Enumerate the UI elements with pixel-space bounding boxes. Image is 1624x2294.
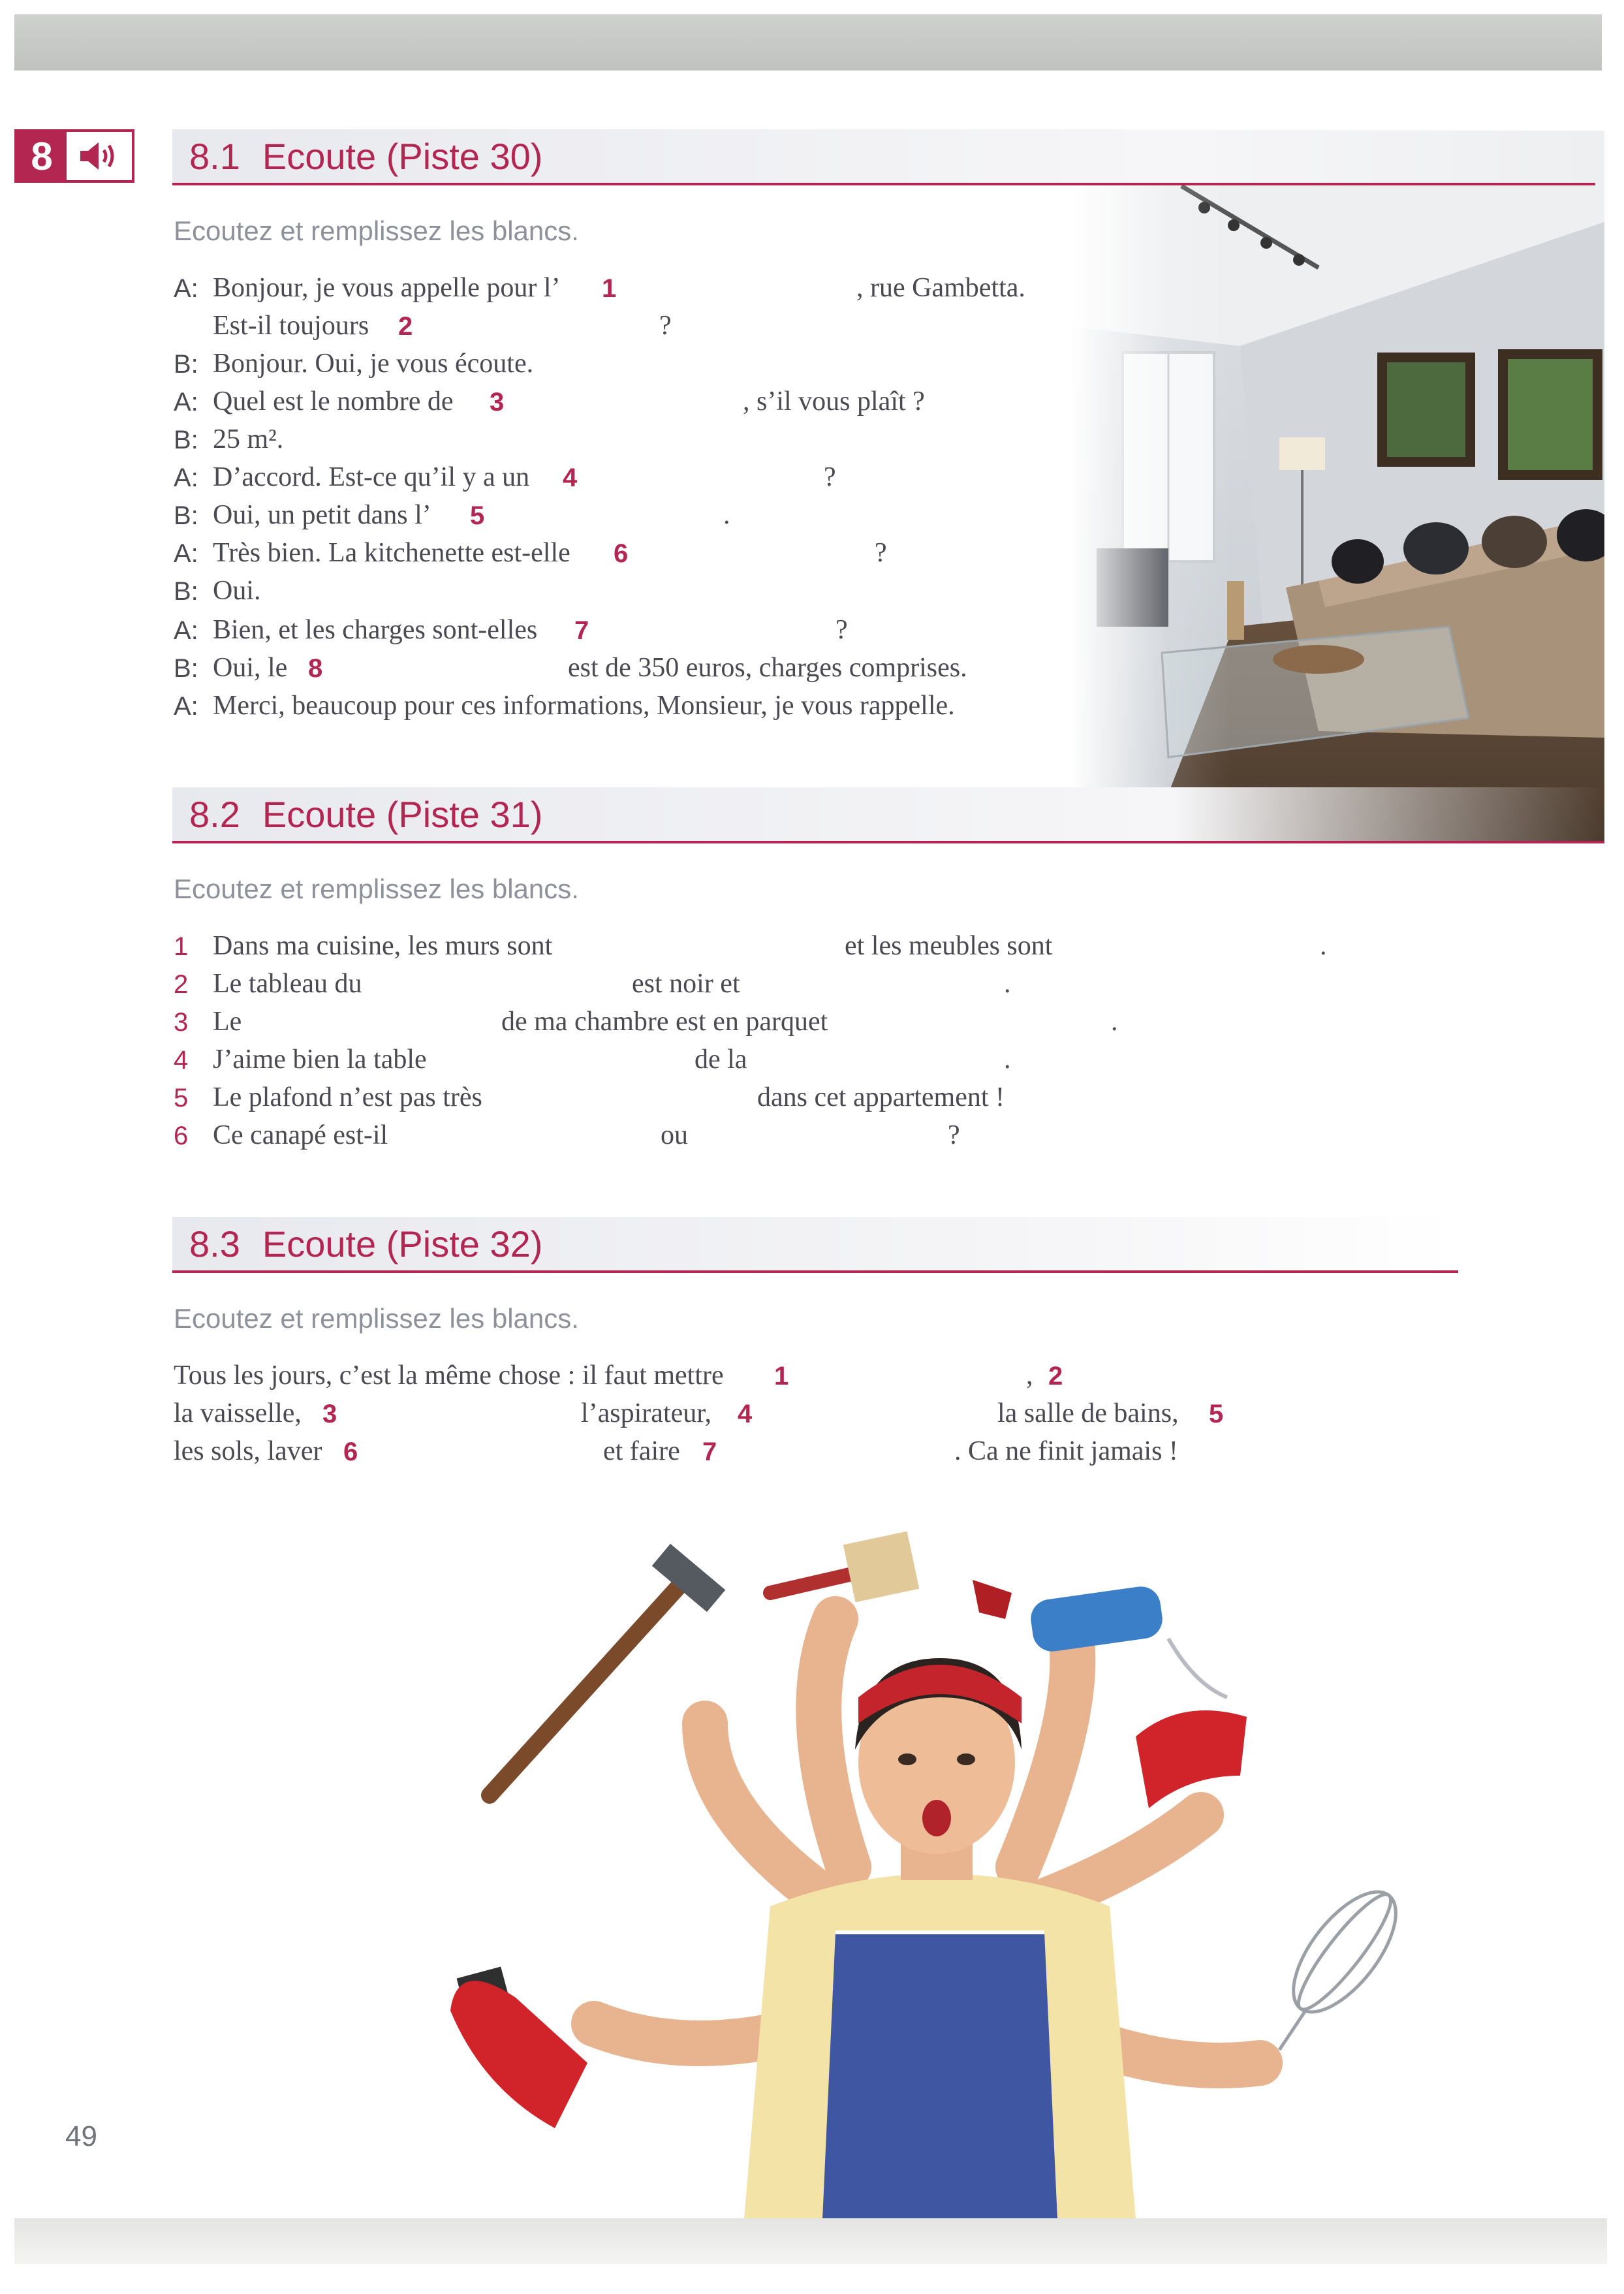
section-8-2-title — [172, 787, 1604, 843]
dialogue-text: 25 m². — [213, 424, 284, 454]
item-text: de ma chambre est en parquet — [501, 1007, 828, 1037]
item-text: Le — [213, 1007, 242, 1037]
section-heading: Ecoute (Piste 32) — [262, 1223, 543, 1265]
item-text: est noir et — [632, 969, 740, 999]
speaker-icon[interactable] — [67, 132, 132, 180]
speaker-label: A: — [174, 692, 198, 721]
dialogue-text: Bien, et les charges sont-elles — [213, 615, 538, 645]
item-text: dans cet appartement ! — [757, 1082, 1005, 1112]
blank-number: 4 — [563, 464, 578, 492]
section-number: 8.1 — [189, 135, 240, 177]
dialogue-text: Bonjour. Oui, je vous écoute. — [213, 349, 534, 379]
blank-number: 6 — [614, 539, 629, 568]
blank-number: 6 — [343, 1438, 358, 1466]
living-room-photo — [1070, 131, 1604, 843]
paragraph-text: Tous les jours, c’est la même chose : il faut mettre — [174, 1360, 724, 1391]
speaker-label: B: — [174, 426, 198, 454]
item-text: ou — [661, 1120, 688, 1150]
instruction-8-3: Ecoutez et remplissez les blancs. — [174, 1303, 579, 1334]
bottom-footer-bar — [14, 2218, 1607, 2264]
speaker-label: B: — [174, 654, 198, 683]
dialogue-text: Oui, un petit dans l’ — [213, 500, 431, 530]
dialogue-text: Très bien. La kitchenette est-elle — [213, 538, 570, 568]
blank-number: 3 — [490, 388, 505, 416]
blank-number: 2 — [398, 312, 413, 341]
speaker-label: A: — [174, 274, 198, 303]
item-text: Dans ma cuisine, les murs sont — [213, 931, 553, 961]
paragraph-text: l’aspirateur, — [581, 1398, 712, 1428]
blank-number: 1 — [602, 274, 617, 303]
blank-number: 3 — [322, 1400, 337, 1428]
item-number: 3 — [174, 1008, 189, 1037]
section-number: 8.2 — [189, 793, 240, 835]
section-8-3-title — [172, 1217, 1458, 1273]
paragraph-text: et faire — [603, 1436, 680, 1466]
dialogue-text: , rue Gambetta. — [856, 273, 1025, 303]
page-number: 49 — [65, 2120, 97, 2152]
paragraph-text: la vaisselle, — [174, 1398, 302, 1428]
item-text: Ce canapé est-il — [213, 1120, 388, 1150]
item-text: . — [1004, 1045, 1011, 1075]
item-text: Le tableau du — [213, 969, 362, 999]
dialogue-text: ? — [835, 615, 848, 645]
paragraph-text: les sols, laver — [174, 1436, 322, 1466]
dialogue-text: . — [723, 500, 730, 530]
item-text: . — [1320, 931, 1327, 961]
item-number: 1 — [174, 932, 189, 961]
speaker-label: B: — [174, 350, 198, 379]
blank-number: 4 — [738, 1400, 753, 1428]
blank-number: 1 — [774, 1362, 789, 1391]
speaker-label: A: — [174, 388, 198, 416]
speaker-label: A: — [174, 539, 198, 568]
dialogue-text: ? — [824, 462, 836, 492]
speaker-label: A: — [174, 464, 198, 492]
dialogue-text: Merci, beaucoup pour ces informations, Monsieur, je vous rappelle. — [213, 691, 955, 721]
top-header-bar — [14, 14, 1602, 71]
item-text: et les meubles sont — [845, 931, 1053, 961]
dialogue-text: Quel est le nombre de — [213, 386, 454, 416]
item-number: 2 — [174, 970, 189, 999]
paragraph-text: . Ca ne finit jamais ! — [954, 1436, 1178, 1466]
speaker-label: B: — [174, 577, 198, 606]
dialogue-text: est de 350 euros, charges comprises. — [568, 653, 967, 683]
item-text: J’aime bien la table — [213, 1045, 427, 1075]
item-text: . — [1004, 969, 1011, 999]
blank-number: 7 — [702, 1438, 717, 1466]
speaker-label: B: — [174, 501, 198, 530]
item-number: 6 — [174, 1122, 189, 1150]
speaker-label: A: — [174, 616, 198, 645]
blank-number: 5 — [470, 501, 485, 530]
dialogue-text: Oui, le — [213, 653, 288, 683]
item-text: ? — [948, 1120, 960, 1150]
blank-number: 5 — [1209, 1400, 1224, 1428]
unit-badge — [14, 129, 134, 183]
blank-number: 7 — [574, 616, 589, 645]
item-text: Le plafond n’est pas très — [213, 1082, 482, 1112]
dialogue-text: Bonjour, je vous appelle pour l’ — [213, 273, 561, 303]
item-number: 4 — [174, 1046, 189, 1075]
blank-number: 2 — [1048, 1362, 1063, 1391]
item-number: 5 — [174, 1084, 189, 1112]
multi-armed-housewife-photo — [431, 1501, 1449, 2220]
dialogue-text: Oui. — [213, 576, 261, 606]
dialogue-text: ? — [659, 311, 672, 341]
instruction-8-1: Ecoutez et remplissez les blancs. — [174, 215, 579, 246]
unit-number: 8 — [17, 132, 67, 180]
section-number: 8.3 — [189, 1223, 240, 1265]
blank-number: 8 — [308, 654, 323, 683]
section-8-1-title — [172, 129, 1595, 185]
item-text: de la — [695, 1045, 747, 1075]
dialogue-text: D’accord. Est-ce qu’il y a un — [213, 462, 530, 492]
paragraph-text: , — [1026, 1360, 1033, 1391]
dialogue-text: , s’il vous plaît ? — [743, 386, 925, 416]
instruction-8-2: Ecoutez et remplissez les blancs. — [174, 873, 579, 904]
section-heading: Ecoute (Piste 31) — [262, 793, 543, 835]
dialogue-text: Est-il toujours — [213, 311, 369, 341]
paragraph-text: la salle de bains, — [997, 1398, 1179, 1428]
item-text: . — [1111, 1007, 1118, 1037]
section-heading: Ecoute (Piste 30) — [262, 135, 543, 177]
dialogue-text: ? — [875, 538, 887, 568]
